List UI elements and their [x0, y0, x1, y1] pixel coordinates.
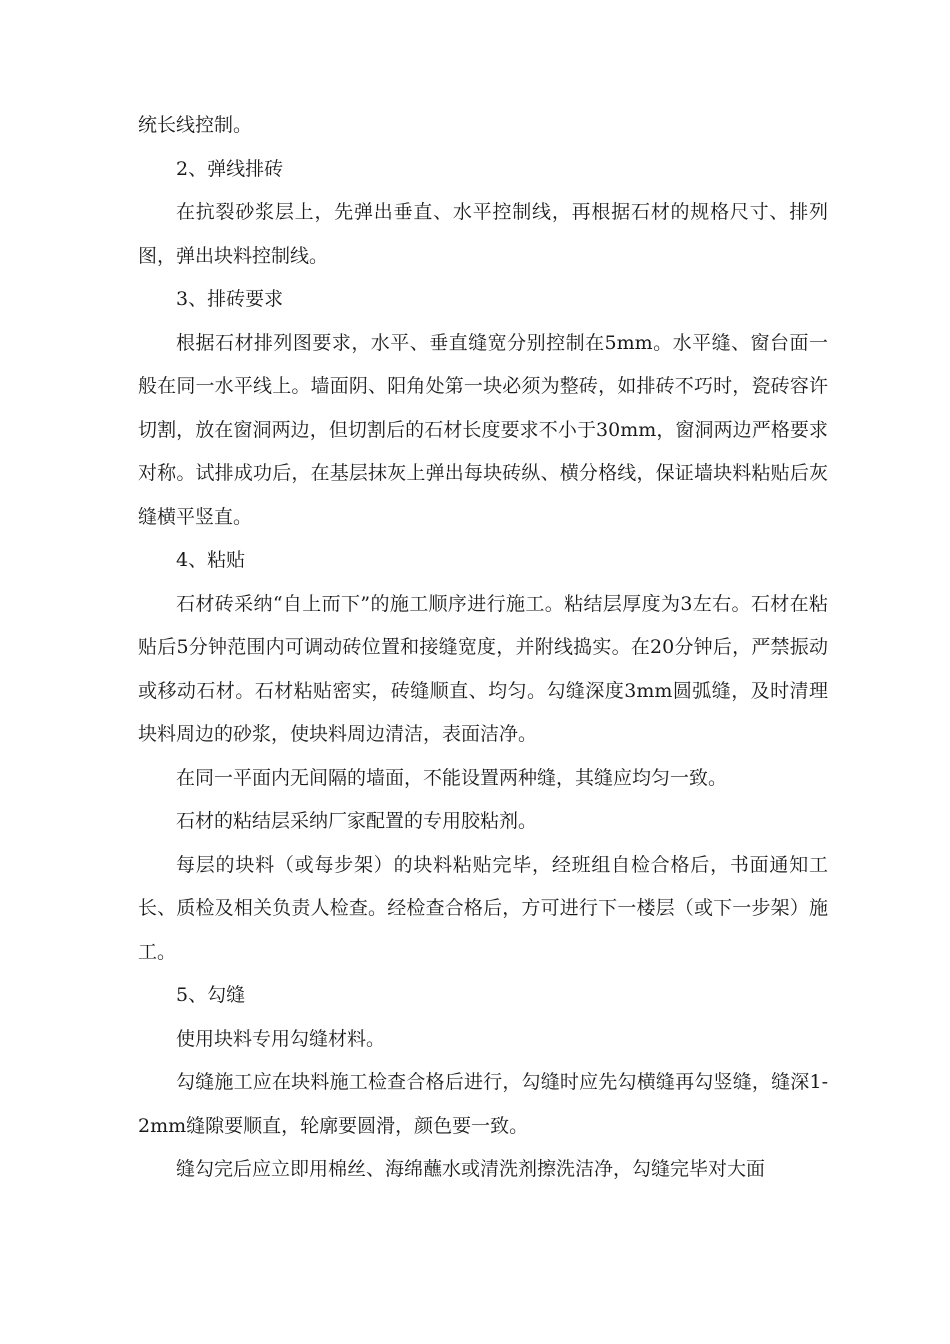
section-heading-3: 3、排砖要求 [176, 288, 284, 310]
paragraph: 勾缝施工应在块料施工检查合格后进行，勾缝时应先勾横缝再勾竖缝，缝深1-2mm缝隙要顺直，轮廓要圆滑，颜色要一致。 [138, 1071, 828, 1137]
paragraph: 石材砖采纳“自上而下”的施工顺序进行施工。粘结层厚度为3左右。石材在粘贴后5分钟范围内可调动砖位置和接缝宽度，并附线捣实。在20分钟后，严禁振动或移动石材。石材粘贴密实，砖缝顺直、均匀。勾缝深度3mm圆弧缝，及时清理块料周边的砂浆，使块料周边清洁，表面洁净。 [138, 592, 828, 745]
paragraph: 使用块料专用勾缝材料。 [176, 1027, 386, 1050]
paragraph: 每层的块料（或每步架）的块料粘贴完毕，经班组自检合格后，书面通知工长、质检及相关负责人检查。经检查合格后，方可进行下一楼层（或下一步架）施工。 [138, 853, 828, 963]
section-heading-2: 2、弹线排砖 [176, 157, 284, 180]
paragraph: 根据石材排列图要求，水平、垂直缝宽分别控制在5mm。水平缝、窗台面一般在同一水平线上。墙面阴、阳角处第一块必须为整砖，如排砖不巧时，瓷砖容许切割，放在窗洞两边，但切割后的石材长度要求不小于30mm，窗洞两边严格要求对称。试排成功后，在基层抹灰上弹出每块砖纵、横分格线，保证墙块料粘贴后灰缝横平竖直。 [138, 331, 828, 528]
body-text [138, 104, 828, 1192]
paragraph: 在抗裂砂浆层上，先弹出垂直、水平控制线，再根据石材的规格尺寸、排列图，弹出块料控制线。 [138, 201, 828, 267]
paragraph: 石材的粘结层采纳厂家配置的专用胶粘剂。 [176, 810, 538, 832]
paragraph: 在同一平面内无间隔的墙面，不能设置两种缝，其缝应均匀一致。 [176, 766, 728, 789]
section-heading-5: 5、勾缝 [176, 984, 246, 1006]
section-heading-4: 4、粘贴 [176, 549, 246, 571]
paragraph: 缝勾完后应立即用棉丝、海绵蘸水或清洗剂擦洗洁净，勾缝完毕对大面 [176, 1158, 766, 1180]
paragraph-continuation: 统长线控制。 [138, 114, 253, 136]
